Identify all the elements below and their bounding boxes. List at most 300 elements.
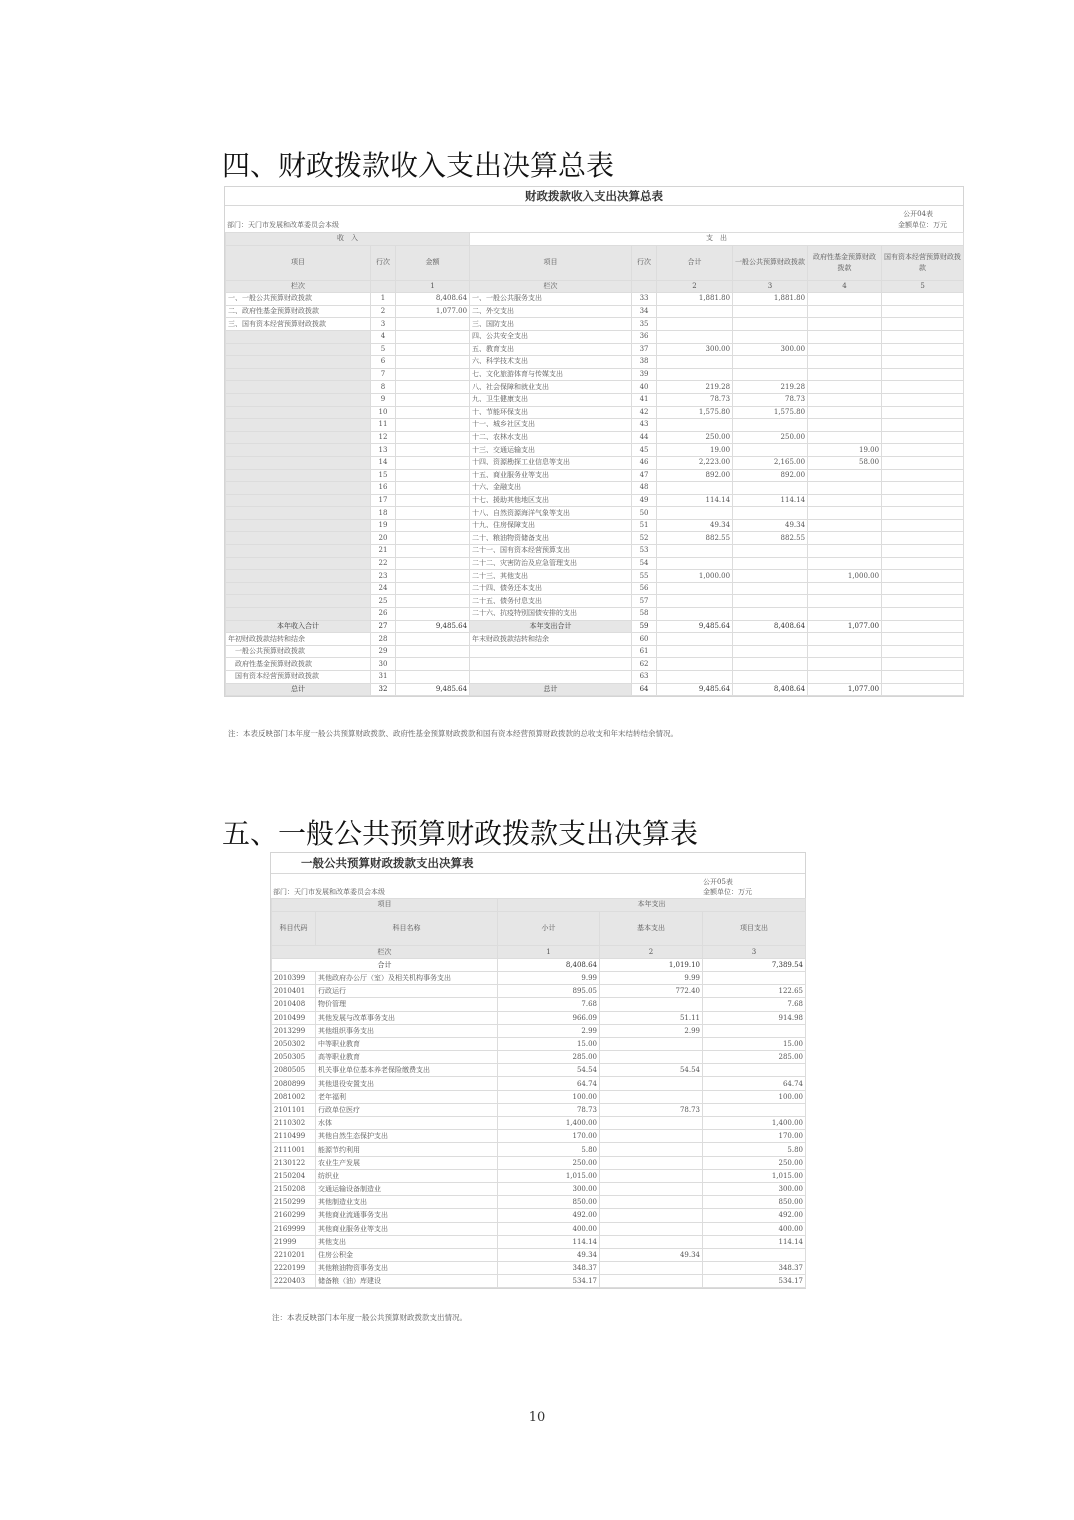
expense-line: 48 (632, 482, 657, 495)
expense-item: 八、社会保障和就业支出 (470, 381, 632, 394)
table-row (272, 1037, 806, 1050)
expense-line: 42 (632, 406, 657, 419)
unit-label: 金额单位：万元 (898, 221, 947, 229)
subject-code: 2101101 (272, 1103, 316, 1116)
subject-code: 2111001 (272, 1143, 316, 1156)
income-amount (396, 368, 470, 381)
subject-name: 其他发展与改革事务支出 (316, 1011, 498, 1024)
income-item: 一般公共预算财政拨款 (226, 645, 371, 658)
subtotal-amount: 2.99 (498, 1024, 600, 1037)
income-item (226, 482, 371, 495)
expense-total (657, 507, 733, 520)
subtotal-amount: 78.73 (498, 1103, 600, 1116)
general-budget-amount (733, 444, 808, 457)
income-line: 19 (371, 519, 396, 532)
general-budget-amount: 219.28 (733, 381, 808, 394)
current-year-header: 本年支出 (498, 899, 806, 912)
gov-fund-amount: 58.00 (808, 456, 882, 469)
project-amount: 15.00 (703, 1037, 806, 1050)
state-capital-header: 国有资本经营预算财政拨款 (882, 245, 964, 280)
expense-total: 1,000.00 (657, 570, 733, 583)
expense-line: 34 (632, 305, 657, 318)
income-line: 22 (371, 557, 396, 570)
expense-total (657, 356, 733, 369)
project-amount: 1,015.00 (703, 1169, 806, 1182)
basic-amount (600, 1077, 703, 1090)
expense-line: 52 (632, 532, 657, 545)
expense-line: 57 (632, 595, 657, 608)
table-row (226, 419, 964, 432)
expense-item: 二、外交支出 (470, 305, 632, 318)
expense-line: 58 (632, 608, 657, 621)
section5-heading: 五、一般公共预算财政拨款支出决算表 (222, 817, 699, 850)
total-label: 合计 (272, 958, 498, 971)
state-capital-amount (882, 456, 964, 469)
section5-note: 注：本表反映部门本年度一般公共预算财政拨款支出情况。 (272, 1313, 467, 1322)
expense-line: 37 (632, 343, 657, 356)
table-row (272, 1077, 806, 1090)
subject-name: 其他支出 (316, 1235, 498, 1248)
income-item: 总计 (226, 683, 371, 696)
project-amount (703, 1024, 806, 1037)
expense-line: 63 (632, 671, 657, 684)
table-row (226, 330, 964, 343)
project-amount: 7.68 (703, 998, 806, 1011)
department-label: 部门：天门市发展和改革委员会本级 (273, 888, 385, 896)
expense-line: 33 (632, 293, 657, 306)
gov-fund-amount (808, 419, 882, 432)
income-item (226, 431, 371, 444)
gov-fund-header: 政府性基金预算财政拨款 (808, 245, 882, 280)
expense-total (657, 608, 733, 621)
table-row (226, 570, 964, 583)
basic-amount: 2.99 (600, 1024, 703, 1037)
basic-amount: 51.11 (600, 1011, 703, 1024)
gov-fund-amount (808, 330, 882, 343)
table-meta (271, 874, 805, 898)
expense-item: 十七、援助其他地区支出 (470, 494, 632, 507)
expense-total (657, 671, 733, 684)
general-budget-amount (733, 507, 808, 520)
table-row (226, 595, 964, 608)
table-row (272, 1103, 806, 1116)
income-amount (396, 318, 470, 331)
expense-item: 六、科学技术支出 (470, 356, 632, 369)
gov-fund-amount: 1,000.00 (808, 570, 882, 583)
income-line: 23 (371, 570, 396, 583)
expense-total (657, 482, 733, 495)
col-index-5: 5 (882, 280, 964, 293)
gov-fund-amount (808, 431, 882, 444)
expense-item: 二十一、国有资本经营预算支出 (470, 545, 632, 558)
income-line: 5 (371, 343, 396, 356)
expense-total (657, 330, 733, 343)
general-budget-amount: 300.00 (733, 343, 808, 356)
table-row (226, 368, 964, 381)
expense-total (657, 318, 733, 331)
income-amount (396, 406, 470, 419)
subtotal-amount: 850.00 (498, 1196, 600, 1209)
subject-code: 21999 (272, 1235, 316, 1248)
expense-item (470, 658, 632, 671)
gov-fund-amount (808, 582, 882, 595)
expense-item: 十二、农林水支出 (470, 431, 632, 444)
subtotal-amount: 15.00 (498, 1037, 600, 1050)
income-amount (396, 595, 470, 608)
table-row (226, 293, 964, 306)
subject-name: 其他政府办公厅（室）及相关机构事务支出 (316, 971, 498, 984)
general-budget-amount: 8,408.64 (733, 620, 808, 633)
col-index-3: 3 (733, 280, 808, 293)
general-budget-amount (733, 368, 808, 381)
table-row (226, 671, 964, 684)
basic-amount (600, 1037, 703, 1050)
expense-total (657, 557, 733, 570)
gov-fund-amount (808, 557, 882, 570)
table-row (272, 1130, 806, 1143)
basic-amount (600, 1143, 703, 1156)
total-basic: 1,019.10 (600, 958, 703, 971)
gov-fund-amount (808, 532, 882, 545)
general-budget-amount (733, 645, 808, 658)
project-amount (703, 1248, 806, 1261)
income-amount (396, 582, 470, 595)
gov-fund-amount (808, 318, 882, 331)
gov-fund-amount (808, 645, 882, 658)
expense-total-header: 合计 (657, 245, 733, 280)
subject-name: 其他退役安置支出 (316, 1077, 498, 1090)
expense-total (657, 545, 733, 558)
expense-line: 47 (632, 469, 657, 482)
income-line: 15 (371, 469, 396, 482)
expense-line: 39 (632, 368, 657, 381)
expense-item: 九、卫生健康支出 (470, 393, 632, 406)
income-amount-header: 金额 (396, 245, 470, 280)
subject-code: 2010408 (272, 998, 316, 1011)
income-item: 国有资本经营预算财政拨款 (226, 671, 371, 684)
income-item (226, 595, 371, 608)
expense-item: 十八、自然资源海洋气象等支出 (470, 507, 632, 520)
gov-fund-amount (808, 507, 882, 520)
subject-code: 2150204 (272, 1169, 316, 1182)
gov-fund-amount (808, 356, 882, 369)
expense-item: 总计 (470, 683, 632, 696)
subject-code: 2050305 (272, 1051, 316, 1064)
income-line: 12 (371, 431, 396, 444)
general-budget-amount: 114.14 (733, 494, 808, 507)
state-capital-amount (882, 419, 964, 432)
income-item: 政府性基金预算财政拨款 (226, 658, 371, 671)
table-row (226, 469, 964, 482)
expense-total (657, 595, 733, 608)
expense-total: 19.00 (657, 444, 733, 457)
table-row (272, 1275, 806, 1288)
income-item (226, 545, 371, 558)
income-amount (396, 381, 470, 394)
col-index-label: 栏次 (226, 280, 371, 293)
subject-name: 其他制造业支出 (316, 1196, 498, 1209)
income-amount (396, 532, 470, 545)
project-amount (703, 1103, 806, 1116)
income-amount: 8,408.64 (396, 293, 470, 306)
subject-name: 其他商业服务业等支出 (316, 1222, 498, 1235)
expense-total: 219.28 (657, 381, 733, 394)
table-row (226, 507, 964, 520)
state-capital-amount (882, 368, 964, 381)
summary-grid (225, 232, 964, 696)
general-budget-amount (733, 330, 808, 343)
general-budget-amount (733, 419, 808, 432)
subject-code: 2050302 (272, 1037, 316, 1050)
table-row (272, 1024, 806, 1037)
gov-fund-amount: 1,077.00 (808, 683, 882, 696)
state-capital-amount (882, 393, 964, 406)
col-index-label: 栏次 (272, 945, 498, 958)
basic-amount (600, 1090, 703, 1103)
general-budget-amount (733, 595, 808, 608)
expense-item (470, 671, 632, 684)
department-label: 部门：天门市发展和改革委员会本级 (227, 221, 339, 229)
gov-fund-amount (808, 293, 882, 306)
expense-total: 250.00 (657, 431, 733, 444)
income-amount (396, 431, 470, 444)
expense-line: 59 (632, 620, 657, 633)
income-item (226, 532, 371, 545)
gov-fund-amount (808, 368, 882, 381)
subtotal-amount: 1,400.00 (498, 1117, 600, 1130)
basic-amount: 54.54 (600, 1064, 703, 1077)
subject-code: 2210201 (272, 1248, 316, 1261)
basic-header: 基本支出 (600, 911, 703, 945)
subtotal-amount: 492.00 (498, 1209, 600, 1222)
gov-fund-amount (808, 406, 882, 419)
table-title: 财政拨款收入支出决算总表 (225, 187, 963, 206)
col-index-2: 2 (600, 945, 703, 958)
gov-fund-amount (808, 671, 882, 684)
table-row (272, 1235, 806, 1248)
income-amount (396, 469, 470, 482)
table-row (226, 444, 964, 457)
state-capital-amount (882, 330, 964, 343)
table-row (226, 557, 964, 570)
expense-line: 41 (632, 393, 657, 406)
expense-item-header: 项目 (470, 245, 632, 280)
subject-code: 2010499 (272, 1011, 316, 1024)
expense-line: 45 (632, 444, 657, 457)
unit-label: 金额单位：万元 (703, 888, 752, 896)
income-item (226, 608, 371, 621)
basic-amount (600, 1222, 703, 1235)
income-line: 8 (371, 381, 396, 394)
table-row (226, 305, 964, 318)
state-capital-amount (882, 381, 964, 394)
project-amount: 285.00 (703, 1051, 806, 1064)
subtotal-amount: 400.00 (498, 1222, 600, 1235)
subject-name: 行政运行 (316, 985, 498, 998)
income-amount: 9,485.64 (396, 683, 470, 696)
col-index-label-2: 栏次 (470, 280, 632, 293)
basic-amount (600, 1262, 703, 1275)
subject-code: 2081002 (272, 1090, 316, 1103)
table-row (226, 356, 964, 369)
expenditure-grid (271, 898, 806, 1288)
expense-item: 一、一般公共服务支出 (470, 293, 632, 306)
project-amount: 400.00 (703, 1222, 806, 1235)
general-budget-amount: 49.34 (733, 519, 808, 532)
state-capital-amount (882, 671, 964, 684)
expense-total: 49.34 (657, 519, 733, 532)
table-row (226, 633, 964, 646)
form-number: 公开04表 (903, 210, 933, 218)
subtotal-amount: 285.00 (498, 1051, 600, 1064)
general-budget-header: 一般公共预算财政拨款 (733, 245, 808, 280)
income-item-header: 项目 (226, 245, 371, 280)
gov-fund-amount (808, 343, 882, 356)
state-capital-amount (882, 683, 964, 696)
col-index-3: 3 (703, 945, 806, 958)
subtotal-amount: 64.74 (498, 1077, 600, 1090)
basic-amount (600, 1235, 703, 1248)
subject-code: 2169999 (272, 1222, 316, 1235)
income-group-header: 收 入 (226, 233, 470, 246)
subtotal-amount: 534.17 (498, 1275, 600, 1288)
income-line: 6 (371, 356, 396, 369)
subject-name: 水体 (316, 1117, 498, 1130)
subject-name: 农业生产发展 (316, 1156, 498, 1169)
income-line: 29 (371, 645, 396, 658)
expense-item: 四、公共安全支出 (470, 330, 632, 343)
income-amount (396, 343, 470, 356)
subject-code: 2220199 (272, 1262, 316, 1275)
income-item (226, 356, 371, 369)
project-amount: 914.98 (703, 1011, 806, 1024)
general-budget-amount (733, 633, 808, 646)
col-index-1: 1 (498, 945, 600, 958)
income-item (226, 330, 371, 343)
table-row (226, 343, 964, 356)
income-item (226, 456, 371, 469)
table-row (272, 1090, 806, 1103)
expense-line: 40 (632, 381, 657, 394)
project-amount: 5.80 (703, 1143, 806, 1156)
table-row (226, 393, 964, 406)
project-amount: 850.00 (703, 1196, 806, 1209)
state-capital-amount (882, 620, 964, 633)
subject-name: 行政单位医疗 (316, 1103, 498, 1116)
income-amount (396, 507, 470, 520)
income-line: 25 (371, 595, 396, 608)
project-amount: 122.65 (703, 985, 806, 998)
table-row (226, 645, 964, 658)
table-row (226, 318, 964, 331)
gov-fund-amount: 19.00 (808, 444, 882, 457)
subject-code: 2010399 (272, 971, 316, 984)
table-row (272, 1196, 806, 1209)
expense-line: 38 (632, 356, 657, 369)
income-amount: 9,485.64 (396, 620, 470, 633)
project-amount: 114.14 (703, 1235, 806, 1248)
income-amount (396, 456, 470, 469)
general-budget-amount: 1,881.80 (733, 293, 808, 306)
income-line: 2 (371, 305, 396, 318)
subject-code: 2220403 (272, 1275, 316, 1288)
expense-total (657, 582, 733, 595)
general-budget-amount: 1,575.80 (733, 406, 808, 419)
subject-name: 储备粮（油）库建设 (316, 1275, 498, 1288)
table-row (272, 1169, 806, 1182)
subtotal-amount: 7.68 (498, 998, 600, 1011)
basic-amount: 49.34 (600, 1248, 703, 1261)
income-line-header: 行次 (371, 245, 396, 280)
name-header: 科目名称 (316, 911, 498, 945)
expense-item: 三、国防支出 (470, 318, 632, 331)
gov-fund-amount: 1,077.00 (808, 620, 882, 633)
expense-total (657, 305, 733, 318)
subtotal-amount: 300.00 (498, 1182, 600, 1195)
subject-name: 其他商业流通事务支出 (316, 1209, 498, 1222)
general-budget-amount: 882.55 (733, 532, 808, 545)
general-budget-amount (733, 671, 808, 684)
income-line: 1 (371, 293, 396, 306)
state-capital-amount (882, 608, 964, 621)
income-line: 17 (371, 494, 396, 507)
expense-line: 60 (632, 633, 657, 646)
basic-amount (600, 1130, 703, 1143)
total-project: 7,389.54 (703, 958, 806, 971)
subtotal-amount: 100.00 (498, 1090, 600, 1103)
expense-line: 46 (632, 456, 657, 469)
subtotal-amount: 250.00 (498, 1156, 600, 1169)
income-amount (396, 545, 470, 558)
expense-item: 十四、资源勘探工业信息等支出 (470, 456, 632, 469)
table-row (272, 971, 806, 984)
expense-line: 56 (632, 582, 657, 595)
expense-item: 十九、住房保障支出 (470, 519, 632, 532)
general-budget-amount (733, 482, 808, 495)
general-budget-amount (733, 658, 808, 671)
subject-name: 中等职业教育 (316, 1037, 498, 1050)
subtotal-amount: 5.80 (498, 1143, 600, 1156)
subject-code: 2160299 (272, 1209, 316, 1222)
income-amount (396, 419, 470, 432)
income-line: 14 (371, 456, 396, 469)
income-amount (396, 570, 470, 583)
income-line: 31 (371, 671, 396, 684)
project-amount: 1,400.00 (703, 1117, 806, 1130)
subtotal-header: 小计 (498, 911, 600, 945)
gov-fund-amount (808, 608, 882, 621)
gov-fund-amount (808, 658, 882, 671)
expense-item: 二十六、抗疫特别国债安排的支出 (470, 608, 632, 621)
gov-fund-amount (808, 633, 882, 646)
table-row (226, 482, 964, 495)
income-line: 20 (371, 532, 396, 545)
income-amount (396, 330, 470, 343)
col-index-2: 2 (657, 280, 733, 293)
expense-item: 年末财政拨款结转和结余 (470, 633, 632, 646)
state-capital-amount (882, 469, 964, 482)
table-meta (225, 206, 963, 232)
subtotal-amount: 54.54 (498, 1064, 600, 1077)
income-amount (396, 356, 470, 369)
income-amount (396, 494, 470, 507)
project-amount: 348.37 (703, 1262, 806, 1275)
expense-total: 114.14 (657, 494, 733, 507)
income-line: 24 (371, 582, 396, 595)
general-budget-amount: 2,165.00 (733, 456, 808, 469)
subtotal-amount: 49.34 (498, 1248, 600, 1261)
gov-fund-amount (808, 545, 882, 558)
